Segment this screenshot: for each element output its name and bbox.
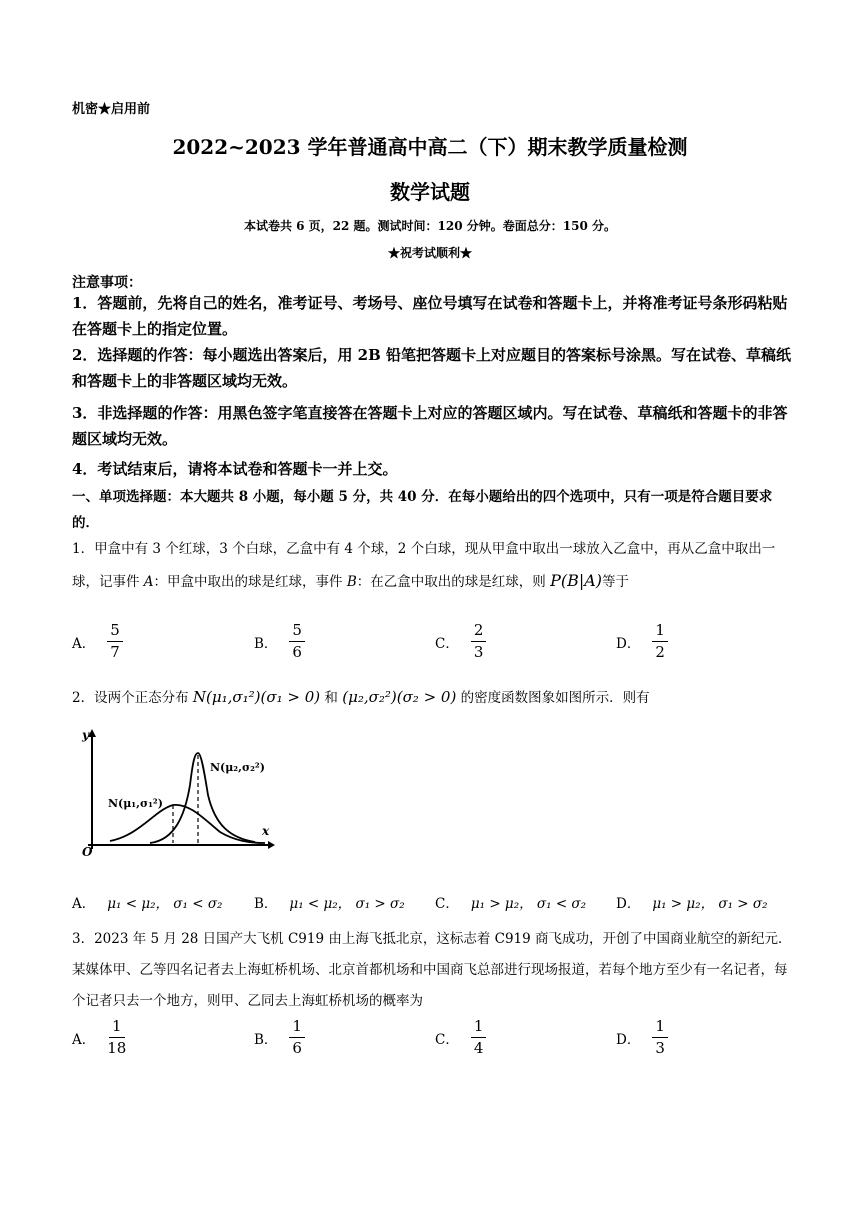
option-text: μ₁ > μ₂， σ₁ < σ₂ <box>470 896 587 912</box>
numerator: 1 <box>652 622 668 642</box>
numerator: 1 <box>652 1018 668 1038</box>
curve-2-label: N(μ₂,σ₂²) <box>210 761 265 774</box>
q2-dist-2: (μ₂,σ₂²)(σ₂ > 0) <box>342 688 457 706</box>
numerator: 1 <box>471 1018 487 1038</box>
notes-heading: 注意事项： <box>72 275 142 291</box>
q2-option-d[interactable] <box>616 892 768 912</box>
numerator: 2 <box>471 622 487 642</box>
q3-option-c[interactable] <box>435 1018 486 1057</box>
exam-subject: 数学试题 <box>390 180 470 204</box>
option-label: B． <box>254 896 278 912</box>
denominator: 7 <box>110 643 120 661</box>
fraction <box>652 622 668 661</box>
denominator: 4 <box>473 1039 484 1057</box>
option-label: B． <box>254 1031 278 1048</box>
note-item-1: 1．答题前，先将自己的姓名，准考证号、考场号、座位号填写在试卷和答题卡上，并将准考证号条形码粘贴在答题卡上的指定位置。 <box>72 294 788 338</box>
denominator: 18 <box>107 1039 127 1057</box>
option-label: D． <box>616 1031 641 1048</box>
q2-option-a[interactable] <box>72 892 222 912</box>
x-axis-arrow-icon <box>268 841 275 849</box>
q1-text-c: ：在乙盒中取出的球是红球，则 <box>356 574 551 590</box>
option-text: μ₁ < μ₂， σ₁ < σ₂ <box>107 896 223 912</box>
q3-option-b[interactable] <box>254 1018 305 1057</box>
fraction <box>289 622 305 661</box>
option-label: C． <box>435 1031 459 1048</box>
exam-title: 2022~2023 学年普通高中高二（下）期末教学质量检测 <box>172 135 688 159</box>
option-label: D． <box>616 635 641 652</box>
density-graph <box>70 725 280 869</box>
numerator: 5 <box>289 622 305 642</box>
q1-event-b: B <box>346 574 357 590</box>
q3-option-a[interactable] <box>72 1018 126 1057</box>
note-item-3: 3．非选择题的作答：用黑色签字笔直接答在答题卡上对应的答题区域内。写在试卷、草稿纸和答题卡的非答题区域均无效。 <box>72 404 788 448</box>
q2-text-a: 2．设两个正态分布 <box>72 690 193 706</box>
q1-text-b: ：甲盒中取出的球是红球，事件 <box>153 574 347 590</box>
q1-text-a: 1．甲盒中有 3 个红球，3 个白球，乙盒中有 4 个球，2 个白球，现从甲盒中取出一球放入乙盒中，再从乙盒中取出一球，记事件 <box>72 541 776 590</box>
option-label: A． <box>72 1031 96 1048</box>
q1-event-a: A <box>143 574 154 590</box>
question-2 <box>72 682 794 714</box>
option-label: A． <box>72 896 96 912</box>
q1-option-d[interactable] <box>616 622 668 661</box>
fraction <box>652 1018 668 1057</box>
q3-option-d[interactable] <box>616 1018 668 1057</box>
fraction <box>107 622 123 661</box>
curve-1 <box>110 805 265 843</box>
denominator: 3 <box>473 643 484 661</box>
note-item-2: 2．选择题的作答：每小题选出答案后，用 2B 铅笔把答题卡上对应题目的答案标号涂黑。写在试卷、草稿纸和答题卡上的非答题区域均无效。 <box>72 346 792 390</box>
option-label: D． <box>616 896 641 912</box>
fraction <box>471 1018 487 1057</box>
option-label: A． <box>72 635 96 652</box>
note-item-4: 4．考试结束后，请将本试卷和答题卡一并上交。 <box>72 460 398 478</box>
curve-1-label: N(μ₁,σ₁²) <box>108 797 163 810</box>
denominator: 6 <box>292 1039 302 1057</box>
q1-text-d: 等于 <box>602 574 630 590</box>
option-label: C． <box>435 896 459 912</box>
q2-text-b: 和 <box>320 690 343 706</box>
good-luck-line: ★祝考试顺利★ <box>387 246 472 260</box>
denominator: 3 <box>655 1039 665 1057</box>
q2-option-b[interactable] <box>254 892 405 912</box>
exam-info: 本试卷共 6 页，22 题。测试时间：120 分钟。卷面总分：150 分。 <box>243 219 617 233</box>
section-heading: 一、单项选择题：本大题共 8 小题，每小题 5 分，共 40 分．在每小题给出的四个选项中，只有一项是符合题目要求的． <box>72 489 773 531</box>
numerator: 1 <box>109 1018 125 1038</box>
numerator: 1 <box>289 1018 305 1038</box>
q2-text-c: 的密度函数图象如图所示．则有 <box>456 690 650 706</box>
fraction <box>107 1018 126 1057</box>
q1-option-b[interactable] <box>254 622 305 661</box>
denominator: 6 <box>292 643 302 661</box>
q1-option-a[interactable] <box>72 622 123 661</box>
y-axis-arrow-icon <box>88 729 96 737</box>
denominator: 2 <box>655 643 665 661</box>
q1-probability: P(B|A) <box>550 571 603 590</box>
q1-option-c[interactable] <box>435 622 486 661</box>
question-1 <box>72 534 794 598</box>
q2-dist-1: N(μ₁,σ₁²)(σ₁ > 0) <box>192 688 321 706</box>
y-axis-label: y <box>82 728 89 742</box>
option-label: B． <box>254 635 278 652</box>
q2-option-c[interactable] <box>435 892 586 912</box>
question-3: 3．2023 年 5 月 28 日国产大飞机 C919 由上海飞抵北京，这标志着 C919 商飞成功，开创了中国商业航空的新纪元．某媒体甲、乙等四名记者去上海虹桥机场、北京首都机场和中国商飞总部进行现场报道，若每个地方至少有一名记者，每个记者只去一个地方，则甲、乙同去上海虹桥机场的概率为 <box>72 931 792 1009</box>
numerator: 5 <box>107 622 123 642</box>
option-text: μ₁ > μ₂， σ₁ > σ₂ <box>652 896 768 912</box>
fraction <box>289 1018 305 1057</box>
option-text: μ₁ < μ₂， σ₁ > σ₂ <box>289 896 405 912</box>
fraction <box>471 622 487 661</box>
x-axis-label: x <box>262 824 270 838</box>
option-label: C． <box>435 635 459 652</box>
origin-label: O <box>82 845 93 859</box>
confidential-mark: 机密★启用前 <box>72 102 151 117</box>
